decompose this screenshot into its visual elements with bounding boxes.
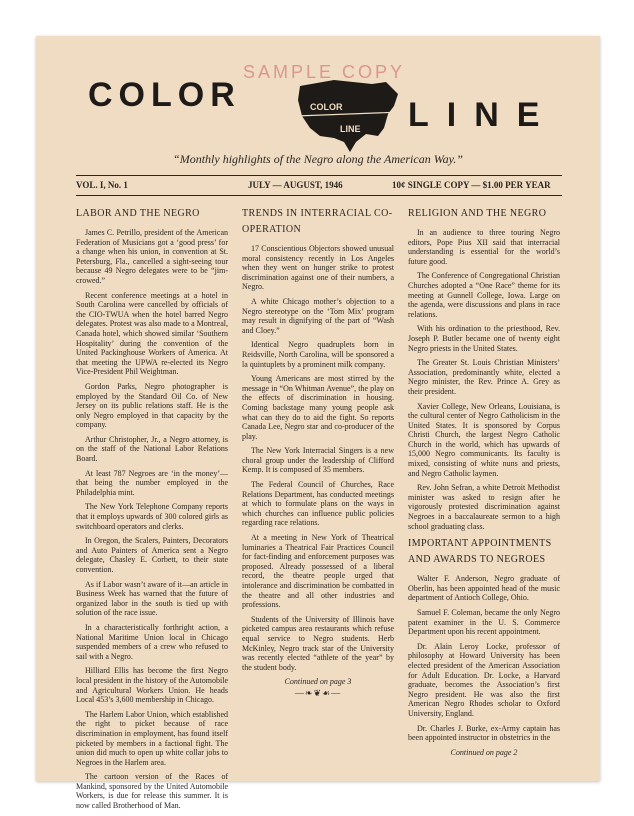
- article-paragraph: Hilliard Ellis has become the first Negro local president in the history of the Automobile and Agricultural Workers Union. He heads Local 453’s 3,600 membership in Chicago.: [76, 666, 228, 705]
- article-paragraph: The New York Interracial Singers is a new choral group under the leadership of Clifford Kemp. It is composed of 35 members.: [242, 446, 394, 475]
- article-paragraph: In Oregon, the Scalers, Painters, Decorators and Auto Painters of America sent a Negro delegate, Chasley E. Corbett, to their state convention.: [76, 536, 228, 574]
- issue-volume: VOL. I, No. 1: [76, 180, 128, 190]
- article-paragraph: James C. Petrillo, president of the American Federation of Musicians got a ‘good press’ for a change when his union, in convention at St. Petersburg, Fla., cancelled a sight-seeing tour because 49 Negro delegates were to be “jim-crowed.”: [76, 228, 228, 285]
- article-paragraph: Rev. John Sefran, a white Detroit Methodist minister was asked to resign after he vigorously protested discrimination against Negroes in a baccalaureate sermon to a high school graduating class.: [408, 483, 560, 531]
- article-paragraph: At least 787 Negroes are ‘in the money’—that being the number employed in the Philadelphia mint.: [76, 468, 228, 497]
- article-paragraph: The Federal Council of Churches, Race Relations Department, has conducted meetings at which to formulate plans on the ways in which churches can influence public policies regarding race relations.: [242, 480, 394, 528]
- sample-copy-stamp: SAMPLE COPY: [243, 62, 406, 82]
- tagline: “Monthly highlights of the Negro along the American Way.”: [173, 152, 463, 166]
- article-paragraph: As if Labor wasn’t aware of it—an article in Business Week has warned that the future of organized labor in the south is tied up with solution of the race issue.: [76, 579, 228, 618]
- article-paragraph: The New York Telephone Company reports that it employs upwards of 300 colored girls as switchboard operators and clerks.: [76, 502, 228, 531]
- issue-bottom-rule: [76, 195, 562, 196]
- issue-date: JULY — AUGUST, 1946: [248, 180, 343, 190]
- article-paragraph: The Harlem Labor Union, which established the right to picket because of race discrimination in employment, has found itself picketed by members in a factional fight. The union did much to open up white collar jobs to Negroes in the Harlem area.: [76, 709, 228, 767]
- newsletter-page: [36, 36, 600, 811]
- column-labor: [76, 206, 228, 816]
- interracial-heading: TRENDS IN INTERRACIAL CO-OPERATION: [242, 208, 393, 235]
- article-paragraph: Gordon Parks, Negro photographer is employed by the Standard Oil Co. of New Jersey on its public relations staff. He is the only Negro employed in that capacity by the company.: [76, 381, 228, 430]
- article-paragraph: Young Americans are most stirred by the message in “On Whitman Avenue”, the play on the effects of discrimination in housing. Coming backstage many young people ask what can they do to aid the fight. So reports Canada Lee, Negro star and co-producer of the play.: [242, 374, 394, 441]
- article-paragraph: In an audience to three touring Negro editors, Pope Pius XII said that interracial understanding is essential for the world’s future good.: [408, 228, 560, 266]
- article-paragraph: Dr. Charles J. Burke, ex-Army captain has been appointed instructor in obstetrics in the: [408, 723, 560, 743]
- column-religion: [408, 206, 560, 757]
- appointments-heading: IMPORTANT APPOINTMENTS AND AWARDS TO NEGROES: [408, 538, 552, 566]
- ornament-divider: —❧❦☙—: [294, 687, 342, 698]
- us-map-logo: [294, 76, 404, 159]
- article-paragraph: With his ordination to the priesthood, Rev. Joseph P. Butler became one of twenty eight Negro priests in the United States.: [408, 324, 560, 353]
- continued-page-2-note: Continued on page 2: [450, 747, 518, 757]
- masthead-color-word: COLOR: [88, 76, 241, 114]
- issue-price: 10¢ SINGLE COPY — $1.00 PER YEAR: [392, 180, 551, 190]
- article-paragraph: Walter F. Anderson, Negro graduate of Oberlin, has been appointed head of the music department of Antioch College, Ohio.: [408, 574, 560, 603]
- issue-top-rule: [76, 175, 562, 176]
- article-paragraph: The cartoon version of the Races of Mankind, sponsored by the United Automobile Workers, is due for release this summer. It is now called Brotherhood of Man.: [76, 772, 228, 811]
- article-paragraph: At a meeting in New York of Theatrical luminaries a Theatrical Fair Practices Council for fact-finding and enforcement purposes was proposed. Already possessed of a liberal record, the theatre people urged that intolerance and discrimination be combatted in the theatre and all other industries and professions.: [242, 533, 394, 610]
- article-paragraph: Samuel F. Coleman, became the only Negro patent examiner in the U. S. Commerce Department upon his recent appointment.: [408, 608, 560, 637]
- article-paragraph: In a characteristically forthright action, a National Maritime Union local in Chicago suspended members of a crew who refused to sail with a Negro.: [76, 622, 228, 661]
- article-paragraph: Recent conference meetings at a hotel in South Carolina were cancelled by officials of the CIO-TWUA when the hotel barred Negro delegates. Protest was also made to a Montreal, Canada hotel, which showed similar ‘Southern Hospitality’ during the convention of the United Packinghouse Workers of America. At that meeting the UPWA re-elected its Negro Vice-President Phil Weightman.: [76, 290, 228, 377]
- map-logo-line-text: LINE: [340, 124, 361, 134]
- article-paragraph: Identical Negro quadruplets born in Reidsville, North Carolina, will be sponsored a la quintuplets by a prominent milk company.: [242, 340, 394, 369]
- map-logo-color-text: COLOR: [310, 102, 343, 112]
- masthead-line-word: LINE: [408, 96, 558, 134]
- article-paragraph: The Greater St. Louis Christian Ministers’ Association, predominantly white, elected a Negro minister, the Rev. Prince A. Grey as their president.: [408, 358, 560, 396]
- labor-heading: LABOR AND THE NEGRO: [76, 208, 200, 219]
- column-interracial: [242, 206, 394, 699]
- religion-heading: RELIGION AND THE NEGRO: [408, 208, 547, 219]
- article-paragraph: Xavier College, New Orleans, Louisiana, is the cultural center of Negro Catholicism in the United States. It is sponsored by Corpus Christi Church, the largest Negro Catholic Church in the world, which has upwards of 15,000 Negro communicants. Its faculty is mixed, consisting of white nuns and priests, and Negro Catholic laymen.: [408, 401, 560, 478]
- article-paragraph: Students of the University of Illinois have picketed campus area restaurants which refuse equal service to Negro students. Herb McKinley, Negro track star of the University was recently elected “athlete of the year” by the student body.: [242, 614, 394, 672]
- article-paragraph: The Conference of Congregational Christian Churches adopted a “One Race” theme for its meeting at Gunnell College, Iowa. Large on the agenda, were discussions and plans in race relations.: [408, 271, 560, 319]
- article-paragraph: A white Chicago mother’s objection to a Negro stereotype on the ‘Tom Mix’ program may result in dignifying of the part of “Wash and Cloey.”: [242, 296, 394, 335]
- continued-page-3-note: Continued on page 3: [284, 677, 352, 687]
- article-paragraph: Dr. Alain Leroy Locke, professor of philosophy at Howard University has been elected president of the American Association for Adult Education. Dr. Locke, a Harvard graduate, becomes the Association’s first Negro president. He was also the first American Negro Rhodes scholar to Oxford University, England.: [408, 641, 560, 718]
- article-paragraph: Arthur Christopher, Jr., a Negro attorney, is on the staff of the National Labor Relations Board.: [76, 434, 228, 464]
- article-paragraph: 17 Conscientious Objectors showed unusual moral consistency recently in Los Angeles when they went on hunger strike to protest discrimination against one of their numbers, a Negro.: [242, 244, 394, 292]
